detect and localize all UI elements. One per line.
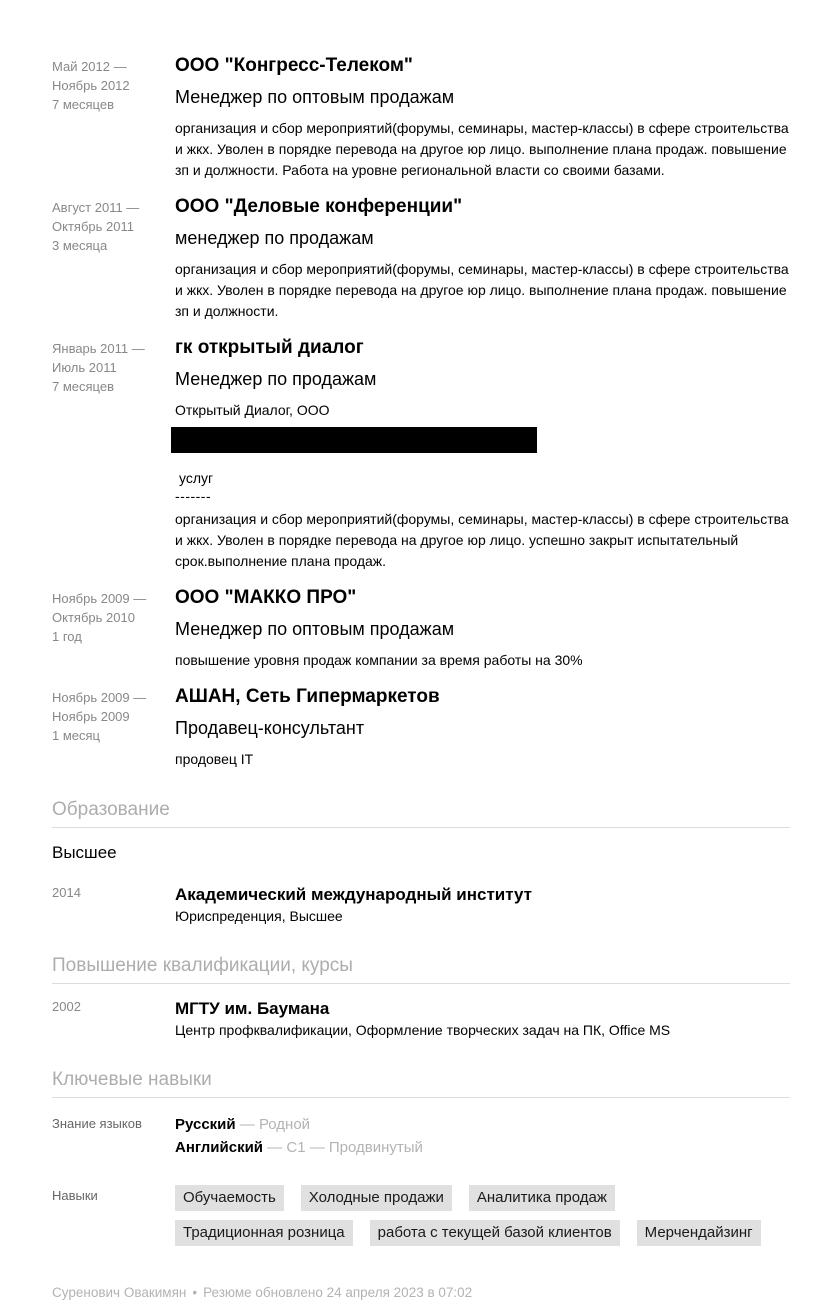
entry-dates bbox=[52, 335, 175, 572]
institution-details: Юриспреденция, Высшее bbox=[175, 908, 343, 924]
experience-entry bbox=[52, 585, 790, 671]
job-description: продовец IT bbox=[175, 751, 254, 767]
course-name: МГТУ им. Баумана bbox=[175, 999, 330, 1018]
language-name: Русский bbox=[175, 1116, 236, 1133]
duration: 7 месяцев bbox=[52, 97, 114, 112]
section-header-courses: Повышение квалификации, курсы bbox=[52, 953, 790, 984]
duration: 1 месяц bbox=[52, 728, 100, 743]
job-description: организация и сбор мероприятий(форумы, семинары, мастер-классы) в сфере строительства и жкх. Уволен в порядке перевода на другое юр лицо. успешно закрыт испытательный срок.выполнение плана продаж. bbox=[175, 511, 789, 569]
company-subtitle: Открытый Диалог, ООО bbox=[175, 402, 330, 418]
company-name: АШАН, Сеть Гипермаркетов bbox=[175, 686, 440, 707]
entry-body bbox=[175, 194, 790, 322]
entry-body bbox=[175, 335, 790, 572]
entry-body bbox=[175, 585, 790, 671]
duration: 1 год bbox=[52, 629, 82, 644]
course-details: Центр профквалификации, Оформление творческих задач на ПК, Office MS bbox=[175, 1022, 671, 1038]
position-title: Менеджер по оптовым продажам bbox=[175, 87, 455, 107]
company-name: гк открытый диалог bbox=[175, 337, 364, 358]
language-name: Английский bbox=[175, 1139, 264, 1156]
languages-list bbox=[175, 1113, 790, 1159]
skill-tag: Традиционная розница bbox=[175, 1220, 353, 1246]
position-title: менеджер по продажам bbox=[175, 228, 374, 248]
date-to: Ноябрь 2009 bbox=[52, 709, 130, 724]
entry-body bbox=[175, 53, 790, 181]
language-item bbox=[175, 1136, 790, 1159]
entry-dates bbox=[52, 684, 175, 770]
experience-entry bbox=[52, 684, 790, 770]
duration: 3 месяца bbox=[52, 238, 108, 253]
languages-row bbox=[52, 1113, 790, 1159]
date-from: Май 2012 — bbox=[52, 59, 127, 74]
skills-tags bbox=[175, 1185, 790, 1255]
company-name: ООО "МАККО ПРО" bbox=[175, 587, 357, 608]
updated-timestamp: Резюме обновлено 24 апреля 2023 в 07:02 bbox=[203, 1285, 473, 1300]
education-body bbox=[175, 883, 790, 926]
section-header-skills: Ключевые навыки bbox=[52, 1067, 790, 1098]
entry-dates bbox=[52, 53, 175, 181]
skills-label: Навыки bbox=[52, 1188, 98, 1203]
description-fragment: услуг bbox=[179, 470, 214, 486]
entry-dates bbox=[52, 194, 175, 322]
company-name: ООО "Конгресс-Телеком" bbox=[175, 55, 413, 76]
entry-dates bbox=[52, 585, 175, 671]
date-from: Ноябрь 2009 — bbox=[52, 591, 147, 606]
skill-tag: Обучаемость bbox=[175, 1185, 284, 1211]
date-to: Ноябрь 2012 bbox=[52, 78, 130, 93]
skills-tags-row bbox=[52, 1185, 790, 1255]
job-description: повышение уровня продаж компании за время работы на 30% bbox=[175, 652, 583, 668]
footer-separator: • bbox=[192, 1285, 198, 1300]
candidate-name: Суренович Овакимян bbox=[52, 1285, 187, 1300]
position-title: Продавец-консультант bbox=[175, 718, 365, 738]
experience-entry bbox=[52, 335, 790, 572]
date-to: Июль 2011 bbox=[52, 360, 117, 375]
date-from: Август 2011 — bbox=[52, 200, 140, 215]
date-from: Ноябрь 2009 — bbox=[52, 690, 147, 705]
job-description: организация и сбор мероприятий(форумы, семинары, мастер-классы) в сфере строительства и жкх. Уволен в порядке перевода на другое юр лицо. выполнение плана продаж. повышение зп и должности. bbox=[175, 261, 789, 319]
experience-entry bbox=[52, 194, 790, 322]
position-title: Менеджер по оптовым продажам bbox=[175, 619, 455, 639]
language-item bbox=[175, 1113, 790, 1136]
skill-tag: Аналитика продаж bbox=[469, 1185, 615, 1211]
experience-entry bbox=[52, 53, 790, 181]
company-name: ООО "Деловые конференции" bbox=[175, 196, 463, 217]
date-to: Октябрь 2010 bbox=[52, 610, 135, 625]
course-body bbox=[175, 997, 790, 1040]
skill-tag: Холодные продажи bbox=[301, 1185, 452, 1211]
section-header-education: Образование bbox=[52, 797, 790, 828]
skill-tag: Мерчендайзинг bbox=[637, 1220, 761, 1246]
resume-footer bbox=[52, 1285, 790, 1300]
position-title: Менеджер по продажам bbox=[175, 369, 377, 389]
redacted-block bbox=[171, 427, 537, 453]
course-year: 2002 bbox=[52, 999, 81, 1014]
entry-body bbox=[175, 684, 790, 770]
education-level: Высшее bbox=[52, 843, 117, 862]
institution-name: Академический международный институт bbox=[175, 885, 532, 904]
tags-line bbox=[175, 1185, 790, 1211]
tags-line bbox=[175, 1220, 790, 1246]
date-to: Октябрь 2011 bbox=[52, 219, 134, 234]
course-item bbox=[52, 997, 790, 1040]
language-level: — C1 — Продвинутый bbox=[267, 1139, 423, 1156]
language-level: — Родной bbox=[239, 1116, 311, 1133]
education-year: 2014 bbox=[52, 885, 81, 900]
date-from: Январь 2011 — bbox=[52, 341, 145, 356]
languages-label: Знание языков bbox=[52, 1116, 142, 1131]
duration: 7 месяцев bbox=[52, 379, 114, 394]
description-divider: ------- bbox=[175, 488, 212, 504]
education-item bbox=[52, 883, 790, 926]
job-description: организация и сбор мероприятий(форумы, семинары, мастер-классы) в сфере строительства и жкх. Уволен в порядке перевода на другое юр лицо. выполнение плана продаж. повышение зп и должности. Работа на уровне региональной власти со своими базами. bbox=[175, 120, 789, 178]
skill-tag: работа с текущей базой клиентов bbox=[370, 1220, 620, 1246]
